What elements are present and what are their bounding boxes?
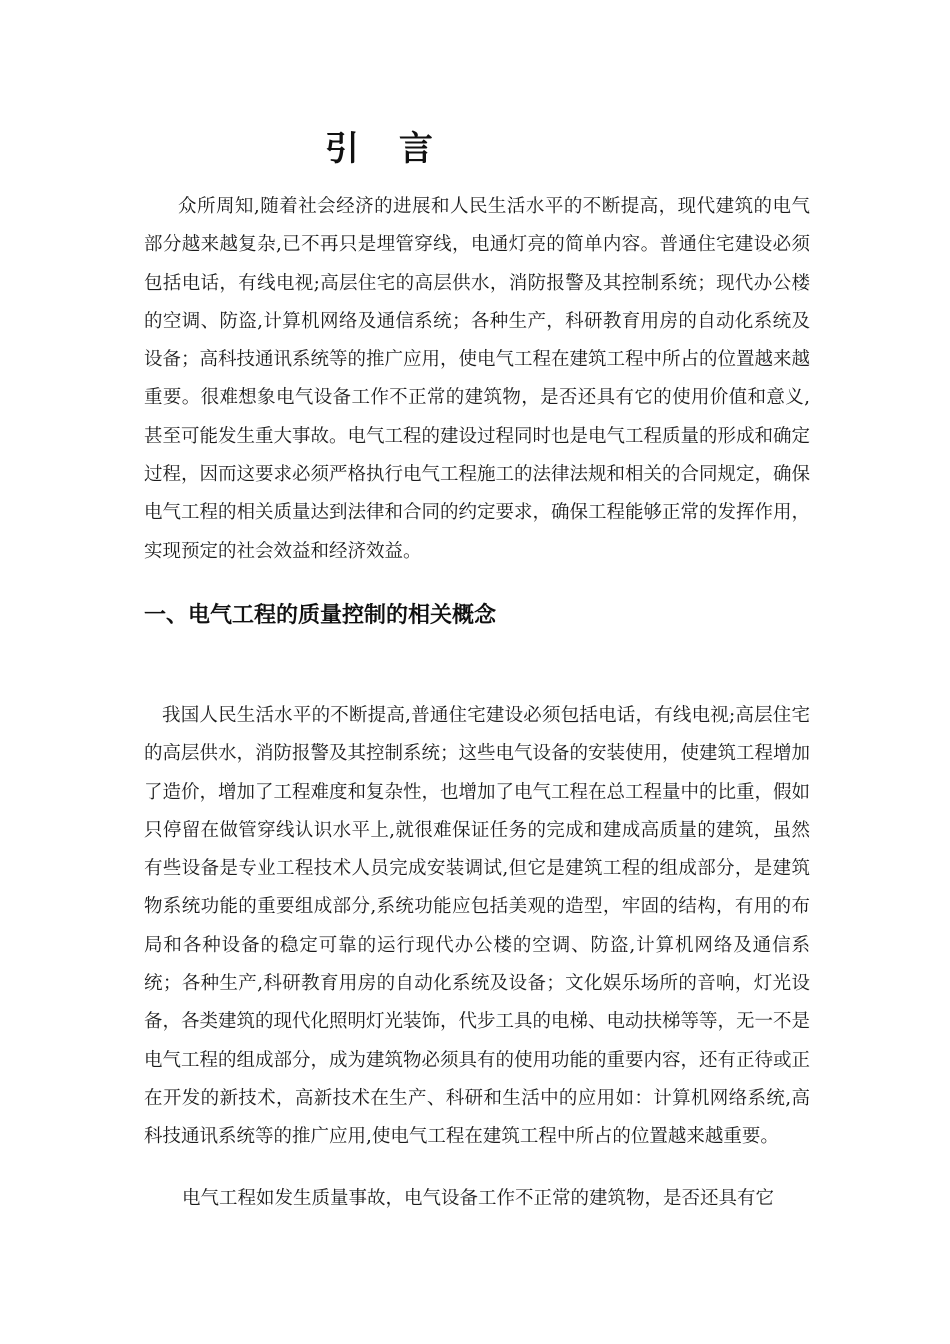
intro-paragraph: 众所周知,随着社会经济的进展和人民生活水平的不断提高，现代建筑的电气部分越来越复杂,已不再只是埋管穿线，电通灯亮的简单内容。普通住宅建设必须包括电话，有线电视;高层住宅的高层供水，消防报警及其控制系统；现代办公楼的空调、防盗,计算机网络及通信系统；各种生产，科研教育用房的自动化系统及设备；高科技通讯系统等的推广应用，使电气工程在建筑工程中所占的位置越来越重要。很难想象电气设备工作不正常的建筑物，是否还具有它的使用价值和意义,甚至可能发生重大事故。电气工程的建设过程同时也是电气工程质量的形成和确定过程，因而这要求必须严格执行电气工程施工的法律法规和相关的合同规定，确保电气工程的相关质量达到法律和合同的约定要求，确保工程能够正常的发挥作用，实现预定的社会效益和经济效益。 (144, 196, 811, 562)
section-heading: 一、电气工程的质量控制的相关概念 (144, 603, 497, 628)
page-title: 引 言 (325, 129, 447, 169)
body-paragraph: 我国人民生活水平的不断提高,普通住宅建设必须包括电话，有线电视;高层住宅的高层供水，消防报警及其控制系统；这些电气设备的安装使用，使建筑工程增加了造价，增加了工程难度和复杂性，也增加了电气工程在总工程量中的比重，假如只停留在做管穿线认识水平上,就很难保证任务的完成和建成高质量的建筑，虽然有些设备是专业工程技术人员完成安装调试,但它是建筑工程的组成部分，是建筑物系统功能的重要组成部分,系统功能应包括美观的造型，牢固的结构，有用的布局和各种设备的稳定可靠的运行现代办公楼的空调、防盗,计算机网络及通信系统；各种生产,科研教育用房的自动化系统及设备；文化娱乐场所的音响，灯光设备，各类建筑的现代化照明灯光装饰，代步工具的电梯、电动扶梯等等，无一不是电气工程的组成部分，成为建筑物必须具有的使用功能的重要内容，还有正待或正在开发的新技术，高新技术在生产、科研和生活中的应用如：计算机网络系统,高科技通讯系统等的推广应用,使电气工程在建筑工程中所占的位置越来越重要。 (144, 705, 811, 1148)
body-paragraph-continued: 电气工程如发生质量事故，电气设备工作不正常的建筑物，是否还具有它 (182, 1188, 775, 1209)
